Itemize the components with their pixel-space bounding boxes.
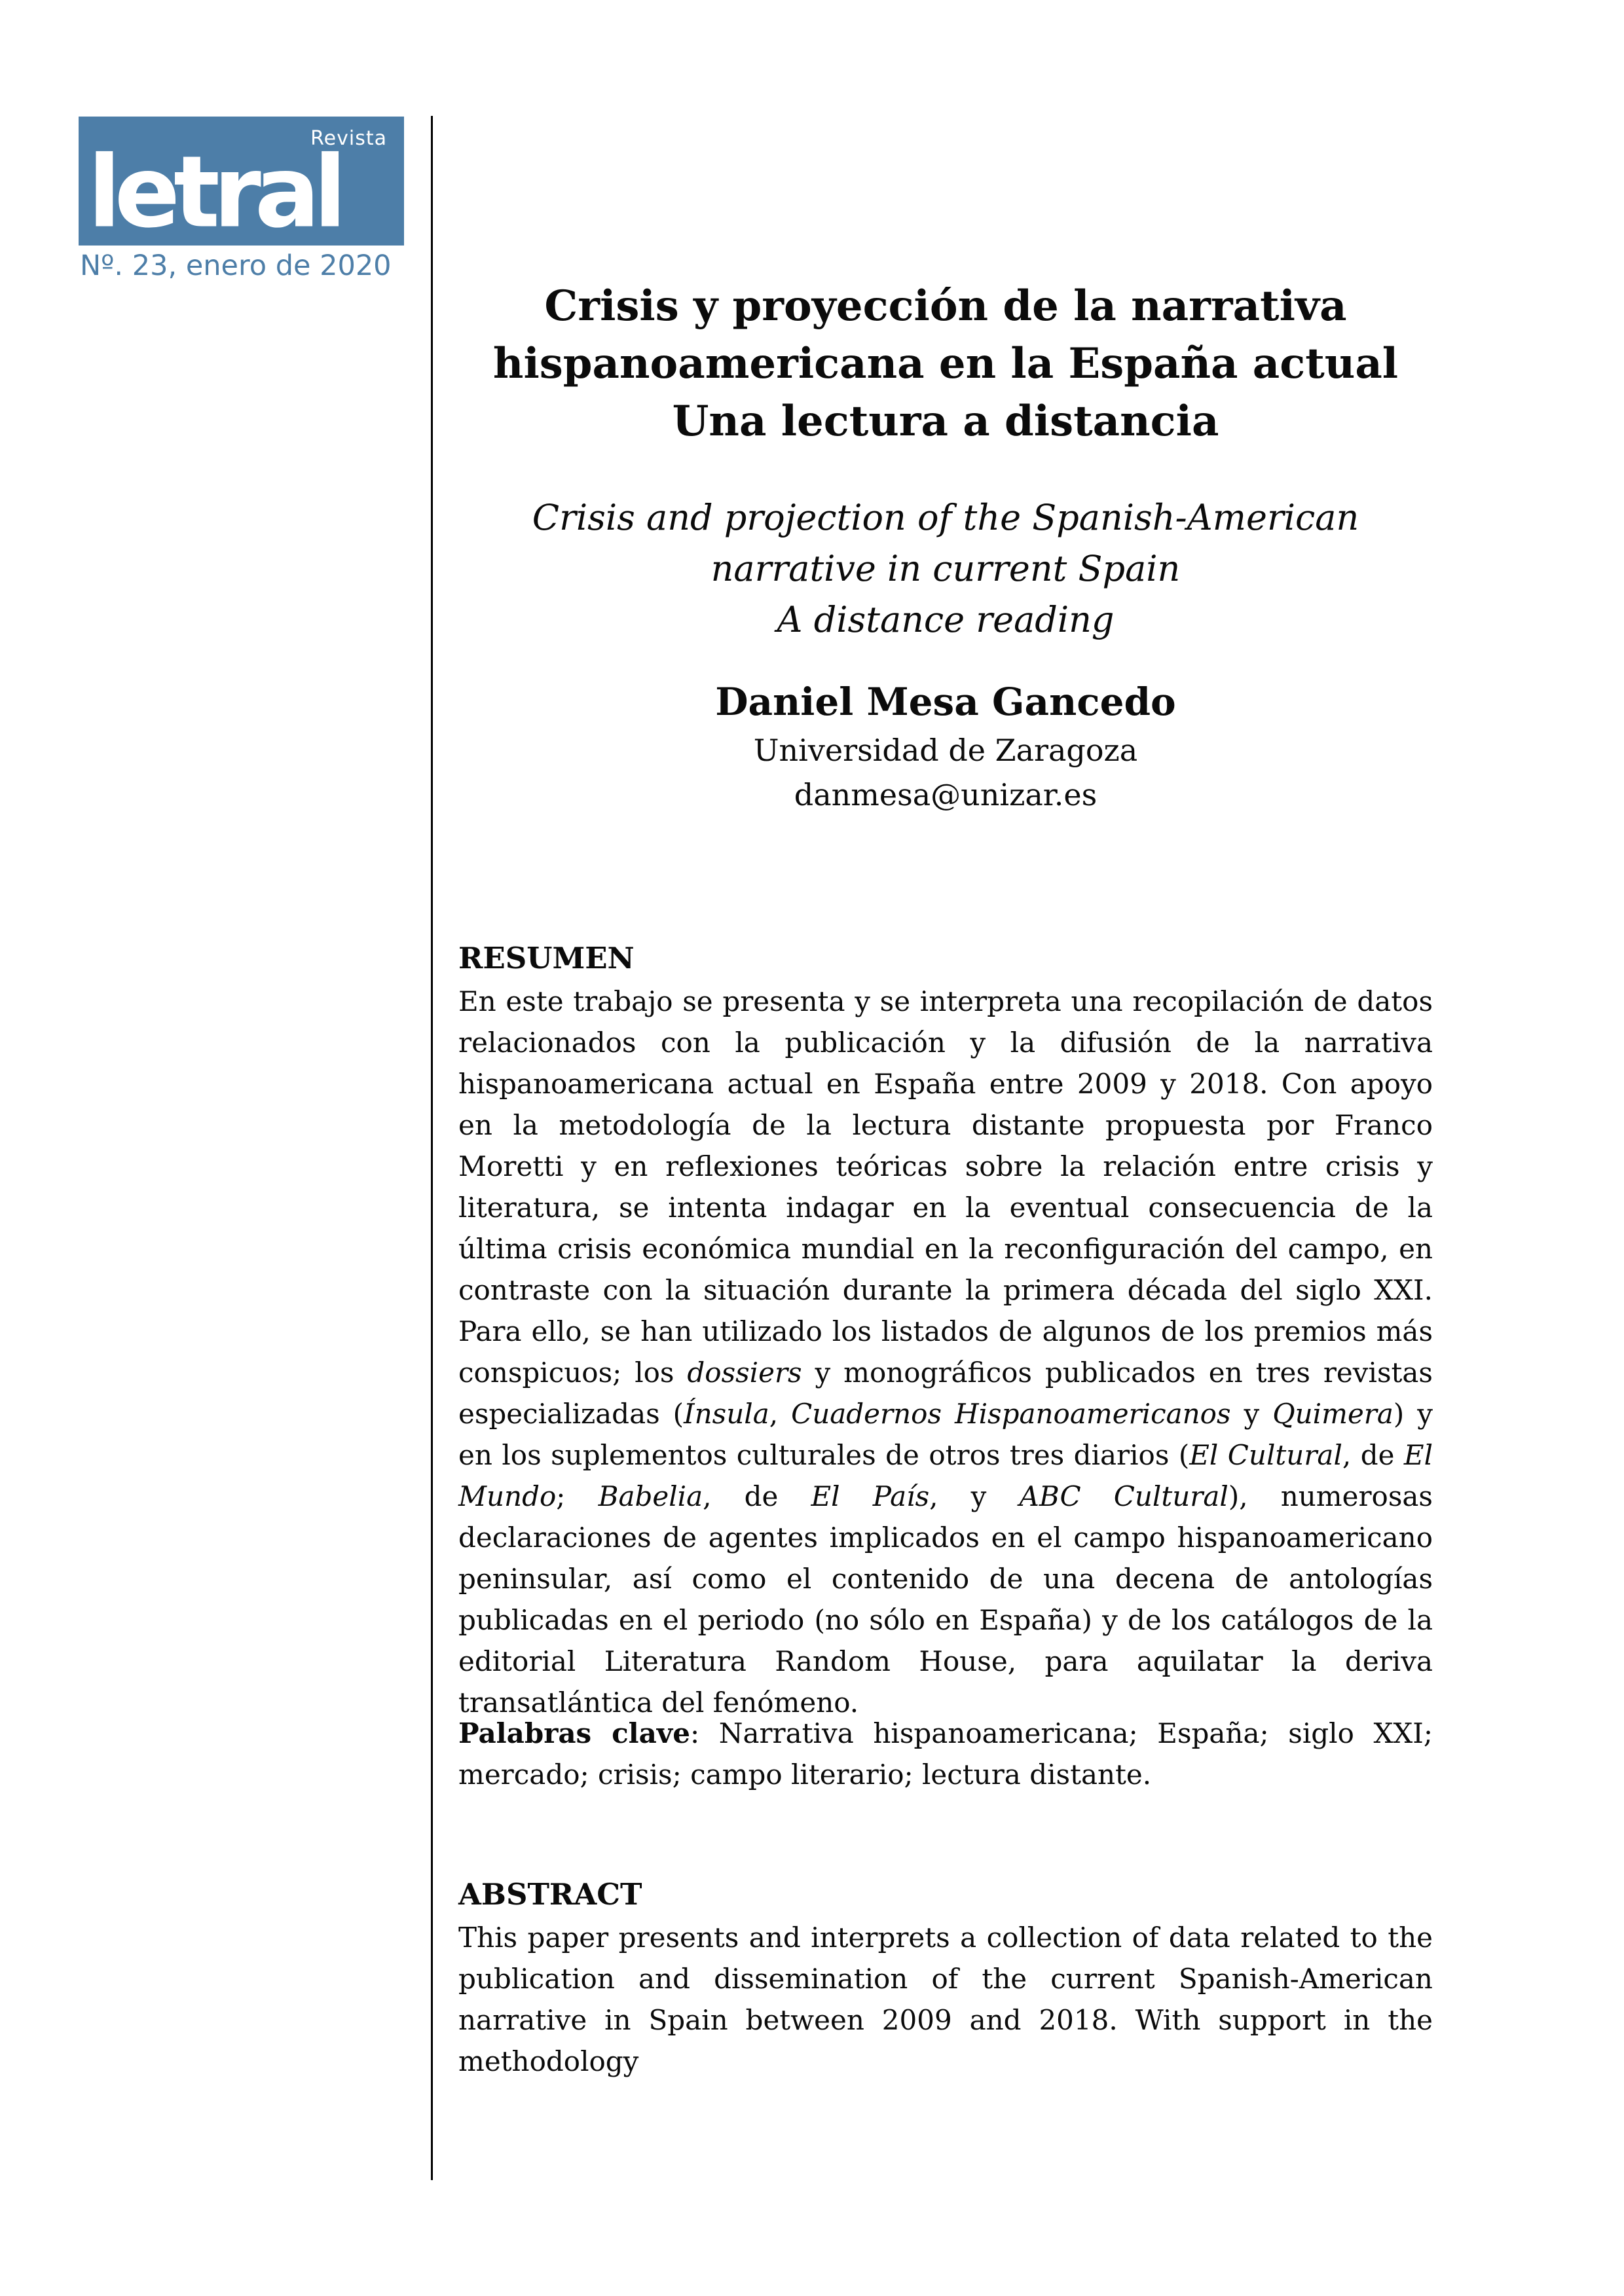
article-title-line-2: hispanoamericana en la España actual [492,339,1399,388]
article-subtitle-english [458,492,1433,646]
article-title [458,278,1433,450]
author-email: danmesa@unizar.es [794,777,1098,812]
article-subtitle-line-3: A distance reading [777,599,1115,640]
abstract-heading: ABSTRACT [458,1877,642,1912]
resumen-heading: RESUMEN [458,941,635,975]
journal-logo [79,117,404,250]
logo-revista-label: Revista [310,127,387,150]
author-affiliation: Universidad de Zaragoza [753,733,1138,768]
article-title-line-1: Crisis y proyección de la narrativa [544,282,1347,331]
resumen-paragraph: En este trabajo se presenta y se interpreta una recopilación de datos relacionados con la publicación y la difusión de la narrativa hispanoamericana actual en España entre 2009 y 2018. Con apoyo en la metodología de la lectura distante propuesta por Franco Moretti y en reflexiones teóricas sobre la relación entre crisis y literatura, se intenta indagar en la eventual consecuencia de la última crisis económica mundial en la reconfiguración del campo, en contraste con la situación durante la primera década del siglo XXI. Para ello, se han utilizado los listados de algunos de los premios más conspicuos; los dossiers y monográficos publicados en tres revistas especializadas (Ínsula, Cuadernos Hispanoamericanos y Quimera) y en los suplementos culturales de otros tres diarios (El Cultural, de El Mundo; Babelia, de El País, y ABC Cultural), numerosas declaraciones de agentes implicados en el campo hispanoamericano peninsular, así como el contenido de una decena de antologías publicadas en el periodo (no sólo en España) y de los catálogos de la editorial Literatura Random House, para aquilatar la deriva transatlántica del fenómeno. [458,985,1433,1719]
article-title-line-3: Una lectura a distancia [672,397,1219,446]
margin-divider-rule [431,116,433,2180]
article-subtitle-line-2: narrative in current Spain [710,548,1181,589]
abstract-paragraph: This paper presents and interprets a collection of data related to the publication and dissemination of the current Spanish-American narrative in Spain between 2009 and 2018. With support in the methodology [458,1922,1433,2077]
keywords-paragraph: Palabras clave: Narrativa hispanoamericana; España; siglo XXI; mercado; crisis; campo literario; lectura distante. [458,1717,1433,1791]
article-subtitle-line-1: Crisis and projection of the Spanish-American [532,497,1359,538]
logo-wordmark: letral [88,134,341,250]
issue-number: Nº. 23, enero de 2020 [80,249,392,282]
article-content [458,0,1433,2296]
author-name: Daniel Mesa Gancedo [715,680,1176,724]
